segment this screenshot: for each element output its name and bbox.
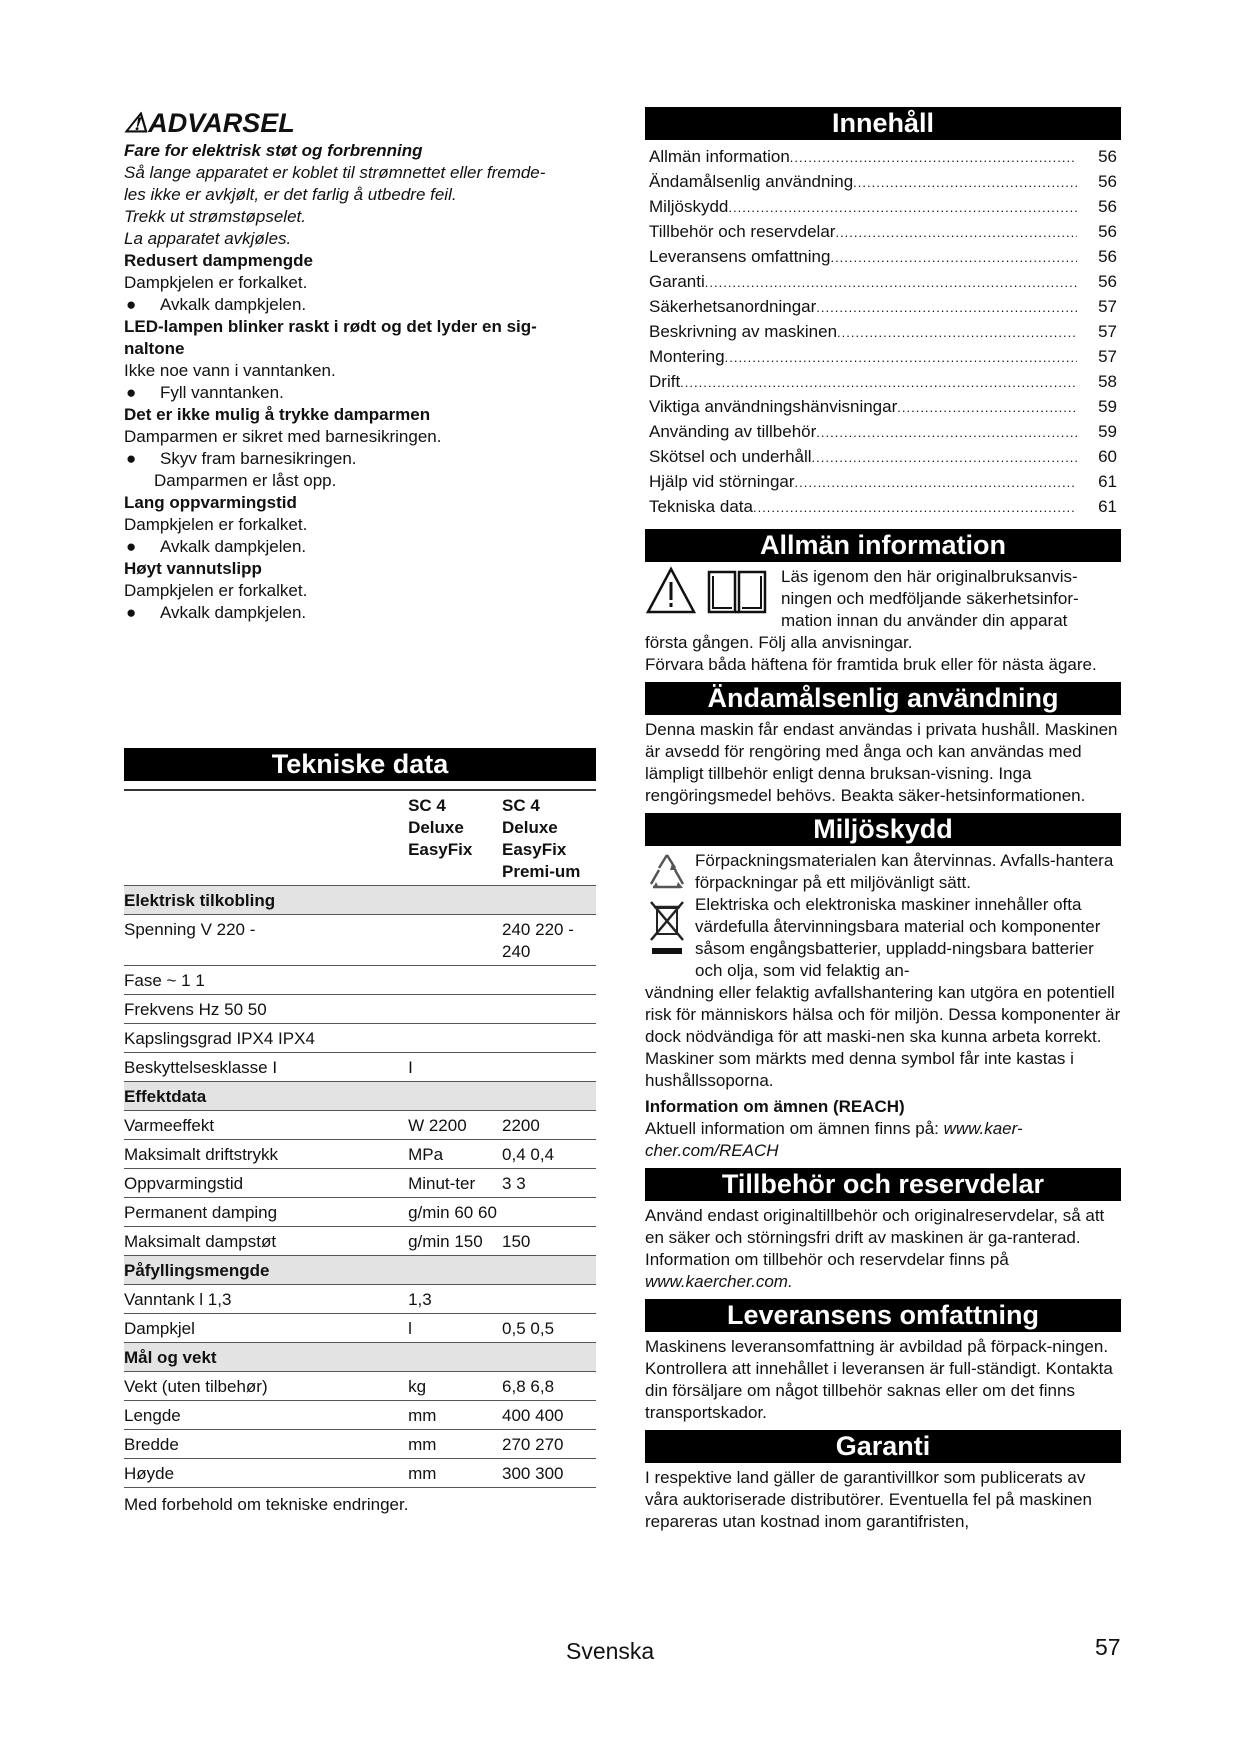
toc-leader-dots (812, 445, 1077, 470)
tech-row-value-1: 3 (502, 1174, 512, 1193)
tech-row-value-1: 0,4 (502, 1145, 526, 1164)
bullet-icon: ● (126, 449, 137, 468)
trouble-remedy: ● Fyll vanntanken. (126, 383, 284, 402)
bullet-icon: ● (126, 603, 137, 622)
tech-row (124, 1053, 596, 1082)
toc-item[interactable] (645, 219, 1121, 244)
tech-section-row (124, 1343, 596, 1372)
model-1-header: SC 4 Deluxe EasyFix (408, 796, 473, 859)
bullet-icon: ● (126, 383, 137, 402)
model-2-header: SC 4 Deluxe EasyFix Premi-um (502, 796, 581, 881)
tech-row-value-2: 0,5 (530, 1319, 555, 1338)
tech-row-value-1: 240 (502, 920, 531, 939)
tech-section-label: Påfyllingsmengde (124, 1256, 596, 1285)
tech-row (124, 1401, 596, 1430)
tech-row-label: Spenning V 220 - (124, 920, 256, 939)
recycle-row (645, 850, 1121, 894)
leverans-text: Maskinens leveransomfattning är avbildad på förpack-ningen. Kontrollera att innehållet i leveransen är full-ständigt. Kontakta din försäljare om något tillbehör saknas eller om det finns transportskador. (645, 1337, 1113, 1422)
tech-row-label: Høyde (124, 1464, 175, 1483)
weee-text-continued: vändning eller felaktig avfallshantering kan utgöra en potentiell risk för människors hälsa och för miljön. Dessa komponenter är dock nödvändiga för att maski-nen ska kunna arbeta korrekt. Maskiner som märkts med denna symbol får inte kastas i hushållssoporna. (645, 983, 1121, 1090)
weee-text: Elektriska och elektroniska maskiner innehåller ofta värdefulla återvinningsbara material och komponenter såsom engångsbatterier, uppladd-ningsbara batterier och olja, som vid felaktig an- (695, 895, 1101, 980)
tillbehor-link[interactable]: www.kaercher.com. (645, 1272, 793, 1291)
trouble-remedy: ● Avkalk dampkjelen. (126, 537, 307, 556)
toc-item-label: Garanti (649, 272, 705, 291)
toc-item-page: 59 (1098, 422, 1117, 441)
tech-row-unit: I (408, 1058, 413, 1077)
weee-row (645, 894, 1121, 982)
tech-note: Med forbehold om tekniske endringer. (124, 1495, 409, 1514)
toc-item[interactable] (645, 169, 1121, 194)
tech-header-row (124, 790, 596, 886)
toc-item-page: 60 (1098, 447, 1117, 466)
tech-row (124, 1227, 596, 1256)
andamal-text: Denna maskin får endast användas i privata hushåll. Maskinen är avsedd för rengöring med ånga och kan användas med lämpligt tillbehör enligt denna bruksan-visning. Inga rengöringsmedel behövs. Beakta säker-hetsinformationen. (645, 720, 1118, 805)
toc-leader-dots (837, 320, 1077, 345)
toc-item-label: Skötsel och underhåll (649, 447, 812, 466)
toc-item-page: 58 (1098, 372, 1117, 391)
garanti-text: I respektive land gäller de garantivillkor som publicerats av våra auktoriserade distributörer. Eventuella fel på maskinen repareras utan kostnad inom garantifristen, (645, 1468, 1092, 1531)
tech-row-unit: mm (408, 1435, 437, 1454)
section-title-garanti: Garanti (645, 1430, 1121, 1463)
tech-row (124, 1169, 596, 1198)
tech-row (124, 1285, 596, 1314)
warning-triangle-icon: ⚠ (124, 108, 149, 138)
toc-item-label: Tekniska data (649, 497, 753, 516)
tech-row-unit: mm (408, 1406, 437, 1425)
reach-link[interactable]: www.kaer-cher.com/REACH (645, 1119, 1023, 1160)
toc-item-label: Drift (649, 372, 681, 391)
toc-leader-dots (753, 495, 1077, 520)
tech-section-label: Mål og vekt (124, 1343, 596, 1372)
toc-item[interactable] (645, 144, 1121, 169)
tech-row-value-1: 0,5 (502, 1319, 526, 1338)
tech-row-label: Varmeeffekt (124, 1116, 215, 1135)
recycle-text: Förpackningsmaterialen kan återvinnas. Avfalls-hantera förpackningar på ett miljövänligt sätt. (695, 851, 1114, 892)
trouble-cause: Ikke noe vann i vanntanken. (124, 361, 336, 380)
tech-row-unit (408, 995, 502, 1024)
tech-row-value-2: 270 (535, 1435, 564, 1454)
tech-row-unit (408, 1024, 502, 1053)
toc-item-page: 61 (1098, 497, 1117, 516)
tech-row-label: Maksimalt dampstøt (124, 1232, 277, 1251)
manual-book-icon (705, 566, 769, 616)
toc-leader-dots (790, 145, 1077, 170)
bullet-icon: ● (126, 537, 137, 556)
tech-row-value-2: 3 (516, 1174, 526, 1193)
tech-row (124, 1430, 596, 1459)
toc-leader-dots (816, 295, 1077, 320)
toc-item[interactable] (645, 294, 1121, 319)
trouble-cause: Dampkjelen er forkalket. (124, 581, 308, 600)
warning-title: ⚠ADVARSEL (124, 108, 295, 138)
toc-item[interactable] (645, 194, 1121, 219)
allman-icon-row (645, 566, 1121, 632)
section-title-andamal: Ändamålsenlig användning (645, 682, 1121, 715)
tech-row-label: Dampkjel (124, 1319, 195, 1338)
toc-leader-dots (705, 270, 1077, 295)
footer-page-number: 57 (1095, 1634, 1121, 1660)
tech-row (124, 1024, 596, 1053)
toc-item-page: 61 (1098, 472, 1117, 491)
tech-row-value-2: 0,4 (530, 1145, 555, 1164)
trouble-item (124, 492, 596, 558)
tech-row-value-1: 6,8 (502, 1377, 526, 1396)
toc-leader-dots (830, 245, 1077, 270)
tech-row-value-2: 2200 (502, 1116, 540, 1135)
toc-leader-dots (680, 370, 1077, 395)
toc-leader-dots (725, 345, 1077, 370)
trouble-result: Damparmen er låst opp. (154, 471, 337, 490)
trouble-item (124, 558, 596, 624)
toc-item-label: Montering (649, 347, 725, 366)
reach-text: Aktuell information om ämnen finns på: www.kaer-cher.com/REACH (645, 1119, 1023, 1160)
tech-row (124, 915, 596, 966)
allman-text-2: Förvara båda häftena för framtida bruk eller för nästa ägare. (645, 655, 1097, 674)
tech-row-value-2: 400 (535, 1406, 564, 1425)
trouble-item (124, 404, 596, 492)
tech-row-unit: MPa (408, 1145, 444, 1164)
tech-row-unit (408, 915, 502, 966)
toc-item[interactable] (645, 369, 1121, 394)
toc-item-page: 59 (1098, 397, 1117, 416)
warning-line: Trekk ut strømstøpselet. (124, 207, 306, 226)
warning-line: Så lange apparatet er koblet til strømnettet eller fremde- (124, 163, 546, 182)
toc-item-label: Tillbehör och reservdelar (649, 222, 836, 241)
tech-section-row (124, 1256, 596, 1285)
allman-text-1: första gången. Följ alla anvisningar. (645, 633, 913, 652)
toc-item-page: 56 (1098, 147, 1117, 166)
toc-item-label: Säkerhetsanordningar (649, 297, 817, 316)
toc-leader-dots (853, 170, 1077, 195)
tech-row-unit (408, 966, 502, 995)
recycle-icon (645, 850, 689, 894)
toc-leader-dots (728, 195, 1077, 220)
tech-row-value-2: 6,8 (530, 1377, 555, 1396)
toc-leader-dots (816, 420, 1077, 445)
toc-leader-dots (795, 470, 1077, 495)
tech-row (124, 966, 596, 995)
trouble-heading: Lang oppvarmingstid (124, 493, 297, 512)
trouble-item (124, 316, 596, 404)
tech-row-label: Vekt (uten tilbehør) (124, 1377, 268, 1396)
toc-item-page: 56 (1098, 172, 1117, 191)
trouble-cause: Dampkjelen er forkalket. (124, 515, 308, 534)
left-column (124, 108, 596, 1516)
tech-row-label: Bredde (124, 1435, 179, 1454)
toc-item-label: Viktiga användningshänvisningar (649, 397, 898, 416)
tech-row (124, 1459, 596, 1488)
tech-row-unit: kg (408, 1377, 427, 1396)
tech-row-unit: g/min 60 60 (408, 1203, 497, 1222)
toc-leader-dots (835, 220, 1077, 245)
section-title-tillbehor: Tillbehör och reservdelar (645, 1168, 1121, 1201)
trouble-remedy: ● Avkalk dampkjelen. (126, 295, 307, 314)
toc-item-page: 57 (1098, 297, 1117, 316)
toc-item-page: 56 (1098, 222, 1117, 241)
tech-row-value-1: 300 (502, 1464, 531, 1483)
tech-row (124, 1111, 596, 1140)
section-title-allman: Allmän information (645, 529, 1121, 562)
trouble-cause: Damparmen er sikret med barnesikringen. (124, 427, 442, 446)
tech-row-label: Kapslingsgrad IPX4 IPX4 (124, 1029, 315, 1048)
trouble-cause: Dampkjelen er forkalket. (124, 273, 308, 292)
tech-section-label: Effektdata (124, 1082, 596, 1111)
section-title-leverans: Leveransens omfattning (645, 1299, 1121, 1332)
tech-row-unit: g/min 150 (408, 1232, 483, 1251)
tech-row-label: Vanntank l 1,3 (124, 1290, 232, 1309)
toc-item[interactable] (645, 319, 1121, 344)
toc-list (645, 144, 1121, 519)
toc-item-label: Hjälp vid störningar (649, 472, 795, 491)
tech-section-row (124, 886, 596, 915)
trouble-remedy: ● Skyv fram barnesikringen. (126, 449, 357, 468)
toc-item[interactable] (645, 419, 1121, 444)
footer-language: Svenska (566, 1638, 655, 1664)
tech-row-label: Lengde (124, 1406, 181, 1425)
toc-title: Innehåll (645, 107, 1121, 140)
trouble-item (124, 250, 596, 316)
bullet-icon: ● (126, 295, 137, 314)
warning-icon (645, 566, 697, 616)
tech-section-label: Elektrisk tilkobling (124, 886, 596, 915)
tech-row-label: Permanent damping (124, 1203, 278, 1222)
toc-item[interactable] (645, 344, 1121, 369)
tech-row (124, 1198, 596, 1227)
toc-item[interactable] (645, 469, 1121, 494)
toc-item[interactable] (645, 269, 1121, 294)
toc-item-label: Ändamålsenlig användning (649, 172, 854, 191)
tech-row-unit: l (408, 1319, 412, 1338)
toc-item[interactable] (645, 394, 1121, 419)
trouble-heading: Det er ikke mulig å trykke damparmen (124, 405, 431, 424)
tech-row-unit: 1,3 (408, 1290, 432, 1309)
tech-row-label: Beskyttelsesklasse I (124, 1058, 278, 1077)
tech-row (124, 1314, 596, 1343)
toc-item-page: 57 (1098, 322, 1117, 341)
toc-leader-dots (897, 395, 1077, 420)
toc-item-label: Använding av tillbehör (649, 422, 817, 441)
allman-icon-text: Läs igenom den här originalbruksanvis-ningen och medföljande säkerhetsinfor-mation innan du använder din apparat (781, 567, 1079, 630)
tech-row-unit: W 2200 (408, 1116, 467, 1135)
tech-row (124, 1140, 596, 1169)
warning-line: La apparatet avkjøles. (124, 229, 292, 248)
right-column (645, 107, 1121, 1533)
tech-row (124, 1372, 596, 1401)
section-title-miljo: Miljöskydd (645, 813, 1121, 846)
trouble-heading: Redusert dampmengde (124, 251, 313, 270)
tech-row-unit: Minut-ter (408, 1174, 476, 1193)
trouble-heading: LED-lampen blinker raskt i rødt og det lyder en sig-naltone (124, 317, 537, 358)
tech-row-value-1: 400 (502, 1406, 531, 1425)
toc-item-page: 56 (1098, 272, 1117, 291)
toc-item-label: Miljöskydd (649, 197, 729, 216)
tech-row-label: Maksimalt driftstrykk (124, 1145, 278, 1164)
tillbehor-text-2: Information om tillbehör och reservdelar finns på (645, 1250, 1009, 1269)
tech-row-label: Fase ~ 1 1 (124, 971, 205, 990)
tech-row-label: Oppvarmingstid (124, 1174, 244, 1193)
tech-row-unit: mm (408, 1464, 437, 1483)
toc-item-label: Leveransens omfattning (649, 247, 831, 266)
trouble-remedy: ● Avkalk dampkjelen. (126, 603, 307, 622)
tech-row-value-1: 270 (502, 1435, 531, 1454)
tech-data-table (124, 789, 596, 1488)
tech-section-row (124, 1082, 596, 1111)
tech-row-label: Frekvens Hz 50 50 (124, 1000, 267, 1019)
tech-row-value-2: 220 - 240 (502, 920, 574, 961)
warning-heading: Fare for elektrisk støt og forbrenning (124, 141, 423, 160)
tech-row-value-2: 150 (502, 1232, 531, 1251)
toc-item-label: Beskrivning av maskinen (649, 322, 838, 341)
warning-line: les ikke er avkjølt, er det farlig å utbedre feil. (124, 185, 457, 204)
trouble-heading: Høyt vannutslipp (124, 559, 262, 578)
toc-item[interactable] (645, 444, 1121, 469)
tech-row-value-2: 300 (535, 1464, 564, 1483)
toc-item[interactable] (645, 494, 1121, 519)
toc-item-page: 57 (1098, 347, 1117, 366)
tech-row (124, 995, 596, 1024)
toc-item[interactable] (645, 244, 1121, 269)
tillbehor-text-1: Använd endast originaltillbehör och originalreservdelar, så att en säker och störningsfri drift av maskinen är ga-ranterad. (645, 1206, 1105, 1247)
crossed-bin-icon (645, 894, 689, 974)
toc-item-label: Allmän information (649, 147, 790, 166)
tech-data-title: Tekniske data (124, 748, 596, 781)
reach-heading: Information om ämnen (REACH) (645, 1097, 905, 1116)
toc-item-page: 56 (1098, 247, 1117, 266)
toc-item-page: 56 (1098, 197, 1117, 216)
